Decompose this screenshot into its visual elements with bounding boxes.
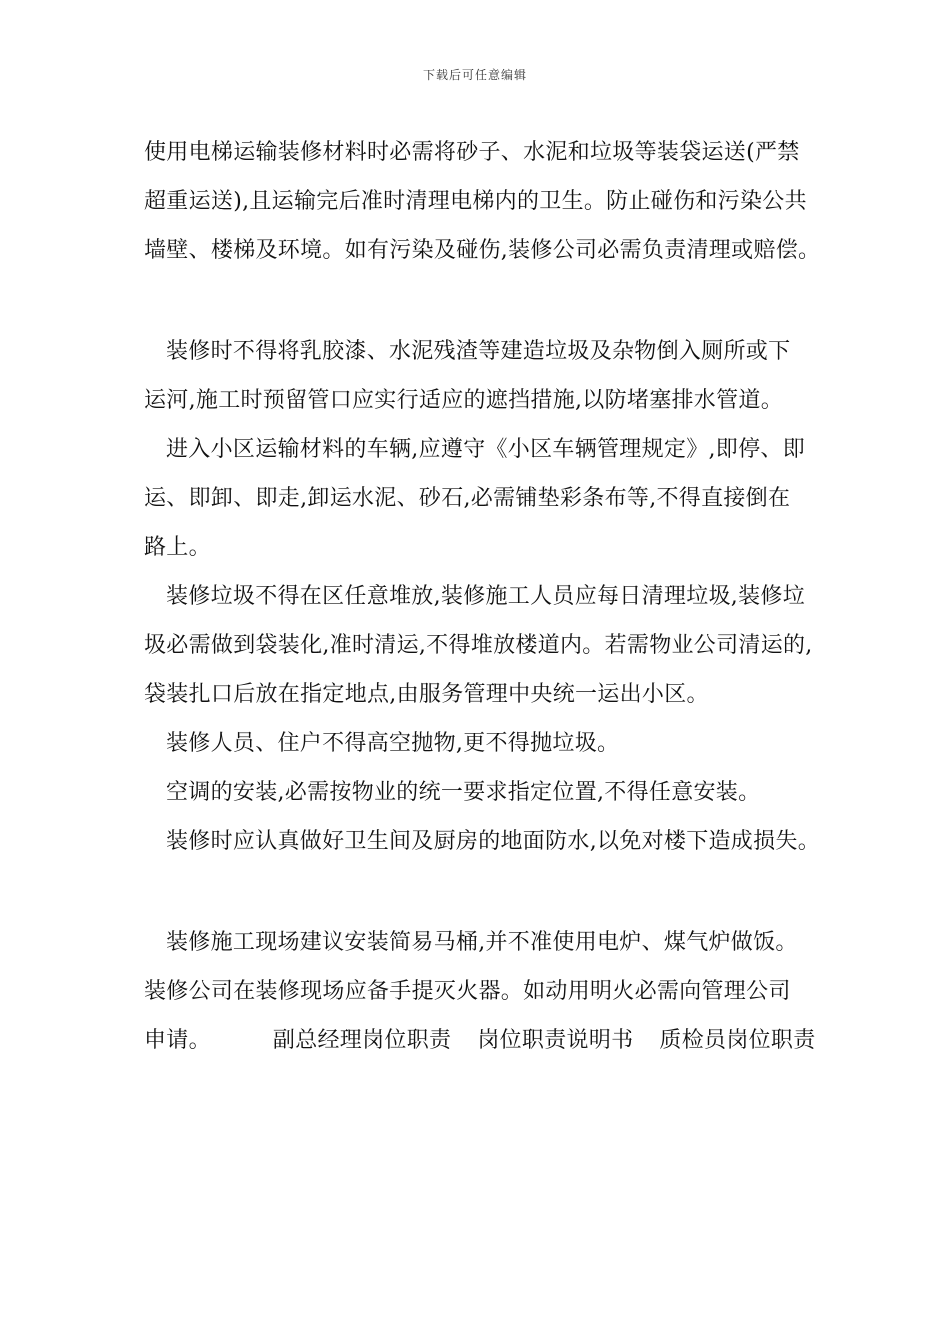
text-line: 运河,施工时预留管口应实行适应的遮挡措施,以防堵塞排水管道。 <box>144 388 783 413</box>
page-header: 下载后可任意编辑 <box>422 68 527 82</box>
related-link-qc-duties[interactable]: 质检员岗位职责 <box>659 1028 816 1053</box>
paragraph-throwing <box>144 719 824 768</box>
text-line: 袋装扎口后放在指定地点,由服务管理中央统一运出小区。 <box>144 682 709 707</box>
paragraph-elevator <box>144 128 824 275</box>
text-line: 装修时不得将乳胶漆、水泥残渣等建造垃圾及杂物倒入厕所或下 <box>166 339 791 364</box>
related-link-job-description[interactable]: 岗位职责说明书 <box>477 1028 634 1053</box>
text-line: 圾必需做到袋装化,准时清运,不得堆放楼道内。若需物业公司清运的, <box>144 633 813 658</box>
related-link-vice-gm-duties[interactable]: 副总经理岗位职责 <box>272 1028 452 1053</box>
text-fragment: 申请。 <box>144 1028 211 1053</box>
paragraph-air-conditioning <box>144 768 824 817</box>
text-line: 路上。 <box>144 535 211 560</box>
text-line: 空调的安装,必需按物业的统一要求指定位置,不得任意安装。 <box>166 780 761 805</box>
text-line: 装修时应认真做好卫生间及厨房的地面防水,以免对楼下造成损失。 <box>166 829 820 854</box>
paragraph-drainage <box>144 327 824 425</box>
paragraph-fire-safety <box>144 918 824 1065</box>
paragraph-vehicles <box>144 425 824 572</box>
text-line: 进入小区运输材料的车辆,应遵守《小区车辆管理规定》,即停、即 <box>166 437 805 462</box>
text-line: 装修施工现场建议安装简易马桶,并不准使用电炉、煤气炉做饭。 <box>166 930 798 955</box>
paragraph-garbage <box>144 572 824 719</box>
paragraph-gap <box>144 275 824 327</box>
text-line: 装修人员、住户不得高空抛物,更不得抛垃圾。 <box>166 731 620 756</box>
text-line-with-links <box>144 1016 824 1065</box>
text-line: 装修公司在装修现场应备手提灭火器。如动用明火必需向管理公司 <box>144 979 791 1004</box>
text-line: 超重运送),且运输完后准时清理电梯内的卫生。防止碰伤和污染公共 <box>144 189 807 214</box>
paragraph-gap <box>144 866 824 918</box>
document-body <box>144 128 824 1065</box>
text-line: 墙壁、楼梯及环境。如有污染及碰伤,装修公司必需负责清理或赔偿。 <box>144 238 821 263</box>
paragraph-waterproofing <box>144 817 824 866</box>
text-line: 装修垃圾不得在区任意堆放,装修施工人员应每日清理垃圾,装修垃 <box>166 584 805 609</box>
text-line: 使用电梯运输装修材料时必需将砂子、水泥和垃圾等装袋运送(严禁 <box>144 140 800 165</box>
text-line: 运、即卸、即走,卸运水泥、砂石,必需铺垫彩条布等,不得直接倒在 <box>144 486 791 511</box>
